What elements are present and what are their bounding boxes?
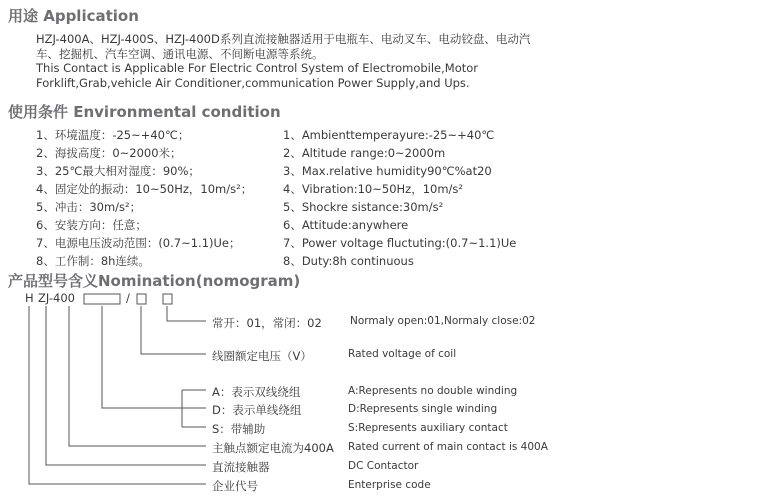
coil-voltage-box (84, 294, 120, 304)
nomination-heading: 产品型号含义Nomination(nomogram) (8, 272, 301, 290)
nom-label-en: A:Represents no double winding (348, 385, 518, 397)
env-cn-item: 7、电源电压波动范围：(0.7~1.1)Ue； (36, 236, 241, 250)
env-cn-item: 8、工作制：8h连续。 (36, 254, 150, 268)
code-slash: / (126, 291, 130, 305)
env-en-item: 3、Max.relative humidity90℃%at20 (283, 164, 492, 178)
env-cn-item: 6、安装方向：任意； (36, 218, 147, 232)
application-en-line-2: Forklift,Grab,vehicle Air Conditioner,communication Power Supply,and Ups. (36, 76, 470, 90)
auxiliary-box (163, 294, 172, 304)
nom-label-cn: 主触点额定电流为400A (212, 441, 334, 455)
env-cn-item: 1、环境温度：-25~+40℃； (36, 128, 190, 142)
leader-line (167, 306, 206, 321)
application-heading: 用途 Application (8, 7, 139, 25)
env-en-item: 2、Altitude range:0~2000m (283, 146, 446, 160)
leader-line (69, 306, 206, 446)
application-cn-line-1: HZJ-400A、HZJ-400S、HZJ-400D系列直流接触器适用于电瓶车、电动叉车、电动铰盘、电动汽 (36, 32, 531, 46)
env-en-item: 7、Power voltage fluctuting:(0.7~1.1)Ue (283, 236, 517, 250)
env-cn-item: 4、固定处的振动：10~50Hz，10m/s²； (36, 182, 253, 196)
nom-label-cn: 线圈额定电压（V） (212, 349, 312, 363)
nom-label-en: D:Represents single winding (348, 403, 498, 415)
nom-label-en: Enterprise code (348, 479, 431, 491)
nom-label-en: Rated current of main contact is 400A (348, 441, 548, 453)
leader-line (46, 306, 206, 465)
nom-label-cn: A：表示双线绕组 (212, 385, 301, 399)
contact-box (137, 294, 146, 304)
nom-label-en: Rated voltage of coil (348, 348, 457, 360)
leader-line (29, 306, 206, 484)
nom-label-en: S:Represents auxiliary contact (348, 422, 508, 434)
nom-label-cn: 常开：01，常闭：02 (212, 316, 322, 330)
environment-heading: 使用条件 Environmental condition (8, 103, 281, 121)
env-en-item: 4、Vibration:10~50Hz，10m/s² (283, 182, 464, 196)
env-en-item: 8、Duty:8h continuous (283, 254, 414, 268)
nom-label-cn: 企业代号 (212, 479, 258, 493)
application-en-line-1: This Contact is Applicable For Electric Control System of Electromobile,Motor (36, 61, 479, 75)
leader-line (141, 306, 206, 354)
nom-label-cn: 直流接触器 (212, 460, 270, 474)
code-h: H (25, 291, 34, 305)
nom-label-cn: D：表示单线绕组 (212, 403, 302, 417)
nom-label-cn: S：带辅助 (212, 422, 266, 436)
nom-label-en: DC Contactor (348, 460, 419, 472)
env-en-item: 6、Attitude:anywhere (283, 218, 409, 232)
env-en-item: 1、Ambienttemperayure:-25~+40℃ (283, 128, 495, 142)
env-en-item: 5、Shockre sistance:30m/s² (283, 200, 444, 214)
env-cn-item: 2、海拔高度：0~2000米； (36, 146, 182, 160)
code-zj-400: ZJ-400 (38, 291, 75, 305)
nom-label-en: Normaly open:01,Normaly close:02 (350, 315, 536, 327)
env-cn-item: 3、25℃最大相对湿度：90%； (36, 164, 200, 178)
env-cn-item: 5、冲击：30m/s²； (36, 200, 142, 214)
application-cn-line-2: 车、挖掘机、汽车空调、通讯电源、不间断电源等系统。 (36, 47, 324, 61)
